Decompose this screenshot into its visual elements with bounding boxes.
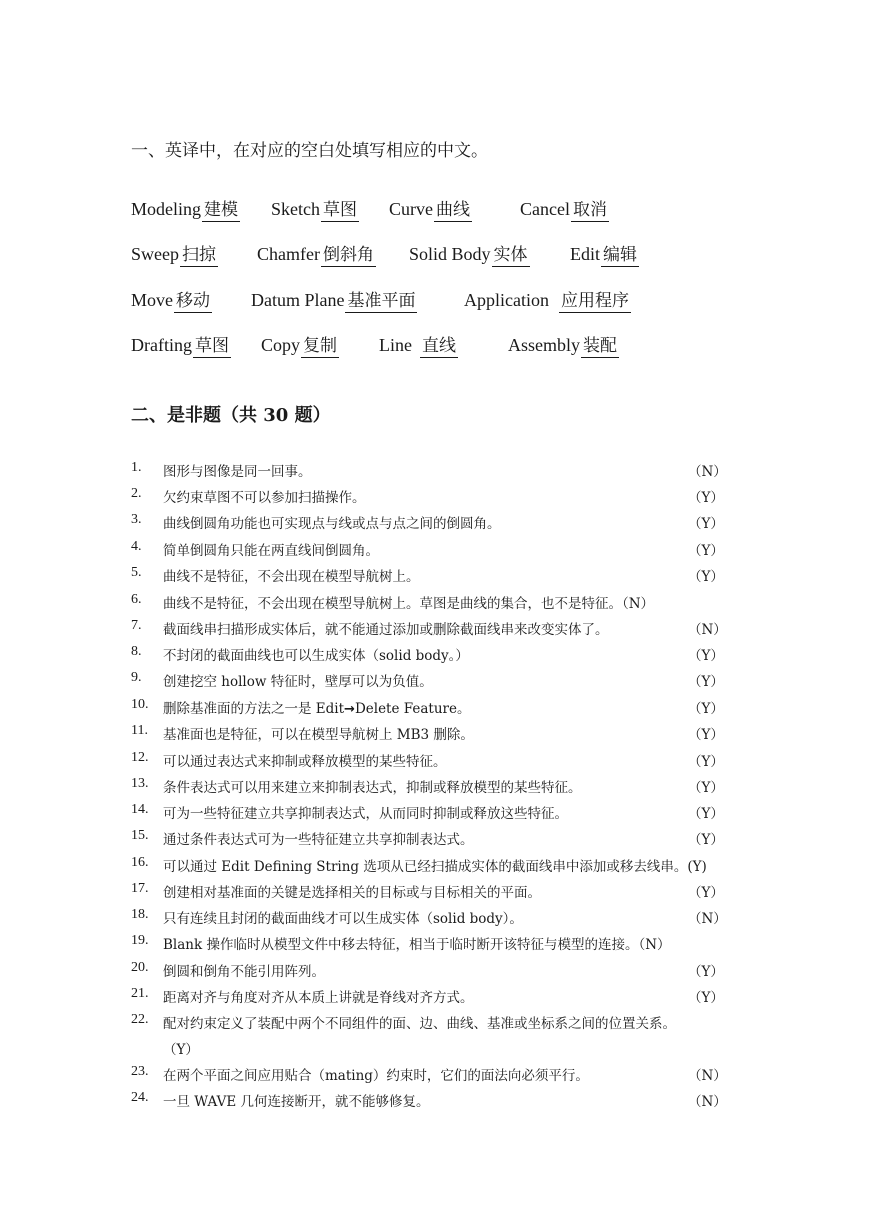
question-answer: （N） bbox=[688, 464, 727, 480]
question-row bbox=[131, 512, 751, 534]
question-text: 曲线不是特征，不会出现在模型导航树上。 bbox=[163, 569, 420, 585]
question-answer: （Y） bbox=[688, 780, 724, 796]
question-text: 倒圆和倒角不能引用阵列。 bbox=[163, 964, 325, 980]
vocab-english: Chamfer bbox=[257, 244, 320, 264]
question-text: 曲线倒圆角功能也可实现点与线或点与点之间的倒圆角。 bbox=[163, 516, 501, 532]
vocab-item bbox=[261, 335, 339, 358]
question-number: 21. bbox=[131, 986, 149, 1001]
question-number: 8. bbox=[131, 644, 142, 659]
question-answer: （Y） bbox=[688, 832, 724, 848]
question-text: 可以通过 Edit Defining String 选项从已经扫描成实体的截面线串中添加或移去线串。(Y) bbox=[163, 859, 707, 875]
question-row bbox=[131, 776, 751, 798]
vocab-item bbox=[251, 290, 417, 313]
vocab-english: Edit bbox=[570, 244, 600, 264]
question-text: 只有连续且封闭的截面曲线才可以生成实体（solid body）。 bbox=[163, 911, 523, 927]
question-text: Blank 操作临时从模型文件中移去特征，相当于临时断开该特征与模型的连接。（N） bbox=[163, 937, 671, 953]
question-row bbox=[131, 881, 751, 903]
question-answer: （Y） bbox=[163, 1042, 199, 1058]
question-text: 图形与图像是同一回事。 bbox=[163, 464, 312, 480]
question-text: 条件表达式可以用来建立来抑制表达式，抑制或释放模型的某些特征。 bbox=[163, 780, 582, 796]
question-number: 14. bbox=[131, 802, 149, 817]
vocab-english: Sketch bbox=[271, 199, 320, 219]
vocab-chinese-answer: 编辑 bbox=[603, 245, 637, 265]
question-answer: （Y） bbox=[688, 885, 724, 901]
question-number: 5. bbox=[131, 565, 142, 580]
vocab-english: Line bbox=[379, 335, 412, 355]
question-row bbox=[131, 486, 751, 508]
question-number: 3. bbox=[131, 512, 142, 527]
question-text: 创建相对基准面的关键是选择相关的目标或与目标相关的平面。 bbox=[163, 885, 541, 901]
question-number: 23. bbox=[131, 1064, 149, 1079]
question-row bbox=[131, 1090, 751, 1112]
vocab-item bbox=[257, 244, 376, 267]
question-number: 11. bbox=[131, 723, 148, 738]
vocab-row-2 bbox=[131, 244, 831, 270]
vocab-item bbox=[379, 335, 458, 358]
question-text: 通过条件表达式可为一些特征建立共享抑制表达式。 bbox=[163, 832, 474, 848]
vocab-english: Assembly bbox=[508, 335, 580, 355]
vocab-chinese-answer: 建模 bbox=[204, 200, 238, 220]
question-text: 截面线串扫描形成实体后，就不能通过添加或删除截面线串来改变实体了。 bbox=[163, 622, 609, 638]
question-row bbox=[131, 723, 751, 745]
vocab-row-3 bbox=[131, 290, 831, 316]
question-number: 7. bbox=[131, 618, 142, 633]
question-text: 可为一些特征建立共享抑制表达式，从而同时抑制或释放这些特征。 bbox=[163, 806, 568, 822]
question-text: 在两个平面之间应用贴合（mating）约束时，它们的面法向必须平行。 bbox=[163, 1068, 589, 1084]
vocab-item bbox=[131, 199, 240, 222]
vocab-item bbox=[409, 244, 530, 267]
question-row bbox=[131, 1012, 751, 1060]
vocab-chinese-answer: 直线 bbox=[422, 336, 456, 356]
vocab-chinese-answer: 取消 bbox=[572, 200, 607, 220]
question-number: 17. bbox=[131, 881, 149, 896]
question-row bbox=[131, 592, 751, 614]
question-text bbox=[163, 697, 471, 717]
question-number: 10. bbox=[131, 697, 149, 712]
question-text: 曲线不是特征，不会出现在模型导航树上。草图是曲线的集合，也不是特征。（N） bbox=[163, 596, 655, 612]
vocab-chinese-answer: 扫掠 bbox=[182, 245, 216, 265]
vocab-chinese-answer: 复制 bbox=[303, 336, 338, 356]
question-row bbox=[131, 539, 751, 561]
question-number: 15. bbox=[131, 828, 149, 843]
vocab-english: Curve bbox=[389, 199, 433, 219]
question-row bbox=[131, 618, 751, 640]
vocab-chinese-answer: 应用程序 bbox=[560, 291, 629, 311]
question-answer: （Y） bbox=[688, 727, 724, 743]
question-text: 配对约束定义了装配中两个不同组件的面、边、曲线、基准或坐标系之间的位置关系。 bbox=[163, 1016, 676, 1032]
question-row bbox=[131, 644, 751, 666]
question-row bbox=[131, 750, 751, 772]
vocab-chinese-answer: 装配 bbox=[583, 336, 617, 356]
vocab-item bbox=[131, 244, 218, 267]
question-text: 创建挖空 hollow 特征时，壁厚可以为负值。 bbox=[163, 674, 433, 690]
vocab-item bbox=[508, 335, 619, 358]
question-text: 简单倒圆角只能在两直线间倒圆角。 bbox=[163, 543, 379, 559]
vocab-english: Modeling bbox=[131, 199, 201, 219]
question-answer: （Y） bbox=[688, 543, 724, 559]
question-row bbox=[131, 986, 751, 1008]
vocab-row-1 bbox=[131, 199, 831, 225]
question-answer: （Y） bbox=[688, 990, 724, 1006]
question-row bbox=[131, 565, 751, 587]
question-answer: （Y） bbox=[688, 806, 724, 822]
question-text: 可以通过表达式来抑制或释放模型的某些特征。 bbox=[163, 754, 447, 770]
vocab-row-4 bbox=[131, 335, 831, 361]
vocab-chinese-answer: 曲线 bbox=[436, 200, 470, 220]
question-row bbox=[131, 460, 751, 482]
vocab-chinese-answer: 草图 bbox=[323, 200, 357, 220]
vocab-item bbox=[131, 335, 231, 358]
vocab-item bbox=[570, 244, 639, 267]
question-answer: （N） bbox=[688, 1094, 727, 1110]
question-number: 9. bbox=[131, 670, 142, 685]
question-answer: （N） bbox=[688, 911, 727, 927]
vocab-item bbox=[464, 290, 631, 313]
vocab-english: Move bbox=[131, 290, 173, 310]
question-text-part: Delete Feature。 bbox=[354, 701, 471, 717]
vocab-english: Copy bbox=[261, 335, 301, 355]
vocab-chinese-answer: 基准平面 bbox=[347, 291, 416, 311]
arrow-right-icon: → bbox=[344, 702, 355, 717]
vocab-item bbox=[131, 290, 212, 313]
question-answer: （N） bbox=[688, 1068, 727, 1084]
question-answer: （Y） bbox=[688, 490, 724, 506]
question-number: 18. bbox=[131, 907, 149, 922]
question-answer: （N） bbox=[688, 622, 727, 638]
question-answer: （Y） bbox=[688, 701, 724, 717]
vocab-chinese-answer: 实体 bbox=[493, 245, 528, 265]
question-answer: （Y） bbox=[688, 648, 724, 664]
question-text: 一旦 WAVE 几何连接断开，就不能够修复。 bbox=[163, 1094, 430, 1110]
vocab-item bbox=[389, 199, 472, 222]
vocab-english: Sweep bbox=[131, 244, 179, 264]
question-answer: （Y） bbox=[688, 674, 724, 690]
question-number: 22. bbox=[131, 1012, 149, 1027]
vocab-english: Application bbox=[464, 290, 549, 310]
question-row bbox=[131, 670, 751, 692]
question-row bbox=[131, 960, 751, 982]
vocab-item bbox=[520, 199, 609, 222]
section-2-heading: 二、是非题（共 30 题） bbox=[131, 405, 331, 426]
question-number: 1. bbox=[131, 460, 142, 475]
vocab-english: Solid Body bbox=[409, 244, 491, 264]
question-answer: （Y） bbox=[688, 516, 724, 532]
section-1-heading: 一、英译中，在对应的空白处填写相应的中文。 bbox=[131, 141, 488, 161]
question-row bbox=[131, 907, 751, 929]
vocab-chinese-answer: 移动 bbox=[176, 291, 210, 311]
question-row bbox=[131, 828, 751, 850]
vocab-item bbox=[271, 199, 359, 222]
question-number: 13. bbox=[131, 776, 149, 791]
question-text: 距离对齐与角度对齐从本质上讲就是脊线对齐方式。 bbox=[163, 990, 474, 1006]
question-row bbox=[131, 697, 751, 719]
question-text: 基准面也是特征，可以在模型导航树上 MB3 删除。 bbox=[163, 727, 474, 743]
question-row bbox=[131, 933, 751, 955]
question-row bbox=[131, 1064, 751, 1086]
vocab-english: Cancel bbox=[520, 199, 570, 219]
vocab-chinese-answer: 倒斜角 bbox=[322, 245, 374, 265]
question-answer: （Y） bbox=[688, 754, 724, 770]
question-number: 6. bbox=[131, 592, 142, 607]
question-number: 19. bbox=[131, 933, 149, 948]
question-number: 2. bbox=[131, 486, 142, 501]
question-answer: （Y） bbox=[688, 964, 724, 980]
question-text-part: 删除基准面的方法之一是 Edit bbox=[163, 701, 345, 717]
question-number: 12. bbox=[131, 750, 149, 765]
question-answer: （Y） bbox=[688, 569, 724, 585]
vocab-english: Drafting bbox=[131, 335, 192, 355]
question-row bbox=[131, 855, 751, 877]
vocab-english: Datum Plane bbox=[251, 290, 345, 310]
question-text: 欠约束草图不可以参加扫描操作。 bbox=[163, 490, 366, 506]
question-number: 16. bbox=[131, 855, 149, 870]
question-text: 不封闭的截面曲线也可以生成实体（solid body。） bbox=[163, 648, 469, 664]
vocab-chinese-answer: 草图 bbox=[194, 336, 229, 356]
question-number: 4. bbox=[131, 539, 142, 554]
question-number: 20. bbox=[131, 960, 149, 975]
question-number: 24. bbox=[131, 1090, 149, 1105]
question-row bbox=[131, 802, 751, 824]
